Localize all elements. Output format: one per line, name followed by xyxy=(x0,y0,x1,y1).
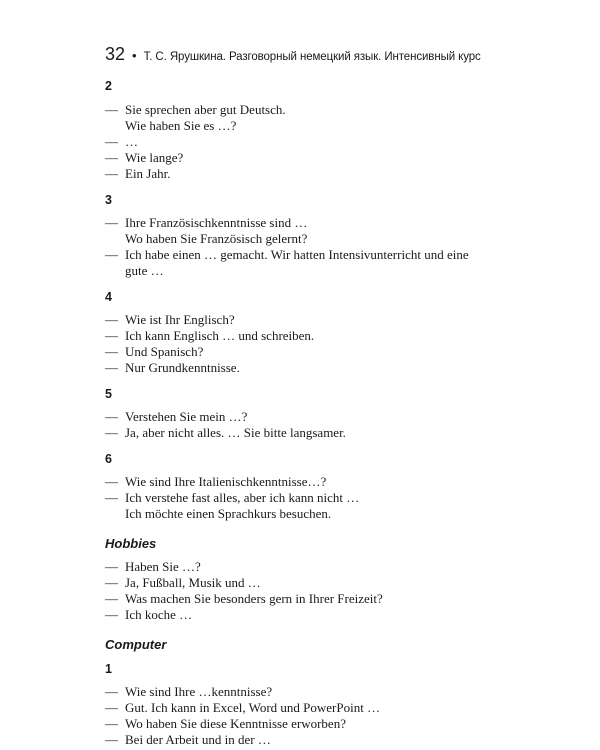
line-text: Ja, Fußball, Musik und … xyxy=(125,575,261,590)
dash: — xyxy=(105,344,118,359)
line-text: Ihre Französischkenntnisse sind … xyxy=(125,215,308,230)
dialogue-3 xyxy=(105,192,525,279)
line-text: Ich kann Englisch … und schreiben. xyxy=(125,328,315,343)
dialogue-line xyxy=(105,490,525,506)
line-text: Wie lange? xyxy=(125,150,184,165)
dash: — xyxy=(105,490,118,505)
dash: — xyxy=(105,409,118,424)
dash: — xyxy=(105,215,118,230)
dialogue-4 xyxy=(105,289,525,376)
dialogue-line xyxy=(105,215,525,231)
dialogue-line xyxy=(105,247,525,263)
line-text: Ich koche … xyxy=(125,607,193,622)
dialogue-line xyxy=(105,150,525,166)
dash: — xyxy=(105,607,118,622)
section-title-computer: Computer xyxy=(105,637,167,652)
dialogue-line xyxy=(105,474,525,490)
line-continuation: Ich möchte einen Sprachkurs besuchen. xyxy=(125,506,332,521)
dialogue-line xyxy=(105,559,525,575)
dialogue-number: 1 xyxy=(105,662,112,676)
dialogue-number: 3 xyxy=(105,193,112,207)
line-text: Wo haben Sie diese Kenntnisse erworben? xyxy=(125,716,346,731)
line-continuation: Wo haben Sie Französisch gelernt? xyxy=(125,231,308,246)
dash: — xyxy=(105,684,118,699)
page-header xyxy=(105,44,525,74)
line-text: Ja, aber nicht alles. … Sie bitte langsamer. xyxy=(125,425,346,440)
line-text: Gut. Ich kann in Excel, Word und PowerPoint … xyxy=(125,700,381,715)
dash: — xyxy=(105,134,118,149)
line-text: Nur Grundkenntnisse. xyxy=(125,360,240,375)
dialogue-line xyxy=(105,312,525,328)
dash: — xyxy=(105,150,118,165)
dash: — xyxy=(105,700,118,715)
line-text: Sie sprechen aber gut Deutsch. xyxy=(125,102,286,117)
dash: — xyxy=(105,732,118,747)
dash: — xyxy=(105,360,118,375)
line-text: Ein Jahr. xyxy=(125,166,171,181)
dialogue-line xyxy=(105,409,525,425)
dash: — xyxy=(105,716,118,731)
line-continuation: Wie haben Sie es …? xyxy=(125,118,237,133)
dash: — xyxy=(105,102,118,117)
dash: — xyxy=(105,328,118,343)
dash: — xyxy=(105,591,118,606)
dialogue-5 xyxy=(105,386,525,441)
line-text: Haben Sie …? xyxy=(125,559,201,574)
dialogue-line xyxy=(105,360,525,376)
hobbies-section xyxy=(105,536,525,623)
line-text: Wie sind Ihre …kenntnisse? xyxy=(125,684,273,699)
dialogue-line xyxy=(105,732,525,748)
line-text: … xyxy=(125,134,138,149)
dialogue-line xyxy=(105,134,525,150)
section-title-hobbies: Hobbies xyxy=(105,536,157,551)
line-text: Wie ist Ihr Englisch? xyxy=(125,312,235,327)
dash: — xyxy=(105,559,118,574)
dialogue-line xyxy=(105,700,525,716)
dash: — xyxy=(105,474,118,489)
line-text: Ich verstehe fast alles, aber ich kann nicht … xyxy=(125,490,360,505)
dash: — xyxy=(105,166,118,181)
dialogue-line xyxy=(105,425,525,441)
dash: — xyxy=(105,247,118,262)
dialogue-line xyxy=(105,575,525,591)
header-bullet: • xyxy=(132,48,137,63)
dialogue-number: 4 xyxy=(105,290,112,304)
dash: — xyxy=(105,575,118,590)
dialogue-number: 5 xyxy=(105,387,112,401)
dialogue-2 xyxy=(105,78,525,182)
dialogue-number: 6 xyxy=(105,452,112,466)
dialogue-line xyxy=(105,607,525,623)
line-text: Wie sind Ihre Italienischkenntnisse…? xyxy=(125,474,327,489)
dialogue-line xyxy=(105,344,525,360)
line-text: Was machen Sie besonders gern in Ihrer Freizeit? xyxy=(125,591,383,606)
page-number: 32 xyxy=(105,44,126,64)
dialogue-line xyxy=(105,684,525,700)
line-text: Ich habe einen … gemacht. Wir hatten Intensivunterricht und eine xyxy=(125,247,469,262)
dialogue-line xyxy=(105,102,525,118)
dialogue-line xyxy=(105,328,525,344)
dash: — xyxy=(105,312,118,327)
dialogue-number: 2 xyxy=(105,79,112,93)
dialogue-line xyxy=(105,716,525,732)
computer-section xyxy=(105,637,525,748)
line-text: Und Spanisch? xyxy=(125,344,204,359)
dash: — xyxy=(105,425,118,440)
line-continuation: gute … xyxy=(125,263,164,278)
line-text: Verstehen Sie mein …? xyxy=(125,409,248,424)
page xyxy=(105,44,525,748)
dialogue-6 xyxy=(105,451,525,522)
line-text: Bei der Arbeit und in der … xyxy=(125,732,271,747)
dialogue-line xyxy=(105,166,525,182)
running-title: Т. С. Ярушкина. Разговорный немецкий язык. Интенсивный курс xyxy=(143,51,481,63)
dialogue-line xyxy=(105,591,525,607)
